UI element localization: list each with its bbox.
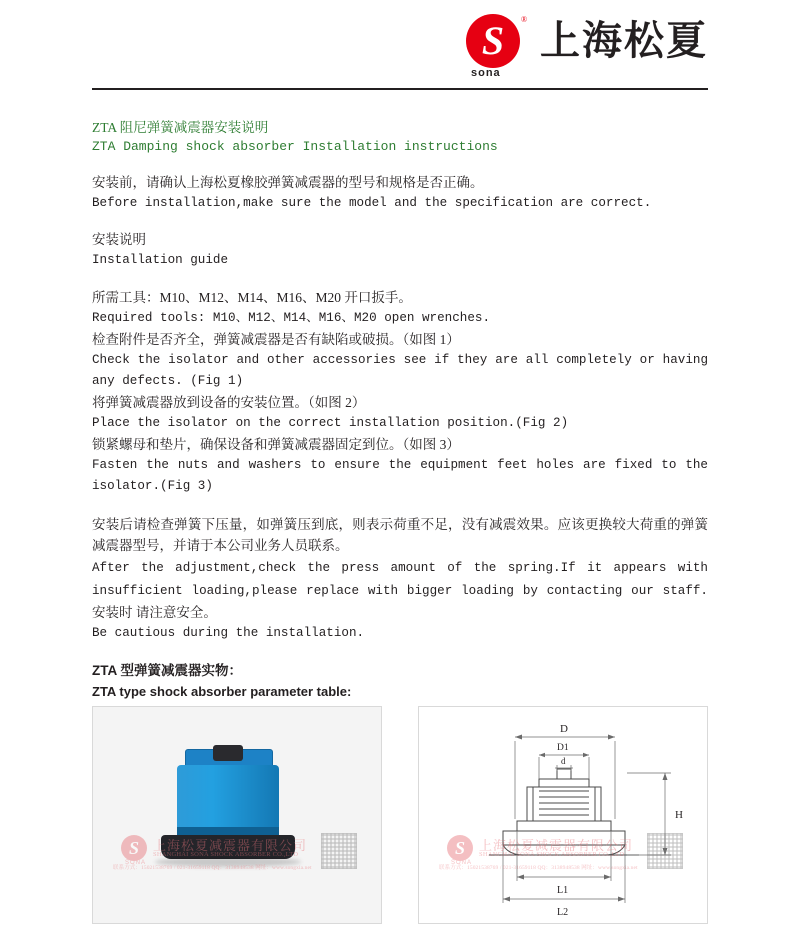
step1-text-cn: 检查附件是否齐全，弹簧减震器是否有缺陷或破损。（如图 1） — [92, 332, 460, 347]
tools-text-cn: 所需工具：M10、M12、M14、M16、M20 开口扳手。 — [92, 290, 412, 305]
note-text-en — [92, 556, 708, 623]
watermark-contact: 联系方式：15021538769 / 021-31659118 QQ：3138948538 网址：www.songxia.net — [439, 865, 638, 871]
dim-label-d: d — [561, 756, 566, 766]
step2-text-en: Place the isolator on the correct installation position.(Fig 2) — [92, 416, 569, 430]
tools-text-en: Required tools: M10、M12、M14、M16、M20 open wrenches. — [92, 311, 491, 325]
guide-heading-en: Installation guide — [92, 253, 229, 267]
caution-text-en: Be cautious during the installation. — [92, 626, 365, 640]
logo-latin-name: sona — [471, 67, 501, 79]
dim-label-H: H — [675, 809, 683, 821]
watermark-company-cn: 上海松夏减震器有限公司 — [479, 838, 634, 853]
guide-heading-cn: 安装说明 — [92, 232, 146, 247]
photo-housing-ridge — [177, 827, 279, 835]
page-title-en: ZTA Damping shock absorber Installation instructions — [92, 139, 498, 154]
dim-label-D: D — [560, 723, 568, 735]
logo-mark — [466, 14, 528, 79]
watermark-company-en: SHANGHAI SONA SHOCK ABSORBER CO.,LTD — [479, 851, 625, 858]
watermark-logo-letter: S — [128, 838, 139, 858]
company-logo — [466, 14, 708, 79]
watermark-company-cn: 上海松夏减震器有限公司 — [153, 838, 308, 853]
product-photo — [92, 706, 382, 924]
table-heading-group — [92, 660, 708, 702]
dim-label-L1: L1 — [557, 885, 569, 896]
watermark-logo-latin: SONA — [451, 860, 473, 866]
photo-bolt-cap — [213, 745, 243, 761]
step3-text-cn: 锁紧螺母和垫片，确保设备和弹簧减震器固定到位。（如图 3） — [92, 437, 460, 452]
note-paragraph — [92, 514, 708, 643]
photo-housing — [177, 765, 279, 831]
figure-row — [92, 706, 708, 924]
steps-paragraph — [92, 287, 708, 497]
table-heading-cn: ZTA 型弹簧减震器实物： — [92, 663, 242, 678]
logo-letter: S — [481, 18, 505, 63]
step3-text-en: Fasten the nuts and washers to ensure the equipment feet holes are fixed to the isolator.(Fig 3) — [92, 458, 708, 493]
document-body — [92, 118, 708, 702]
guide-heading-group — [92, 230, 708, 270]
qr-code-icon — [321, 833, 357, 869]
note-text-en-cn-tail: 安装时 请注意安全。 — [92, 605, 217, 620]
watermark-logo-letter: S — [454, 838, 465, 858]
table-heading-en: ZTA type shock absorber parameter table: — [92, 684, 352, 699]
dimension-drawing — [418, 706, 708, 924]
watermark-company-en: SHANGHAI SONA SHOCK ABSORBER CO.,LTD — [153, 851, 299, 858]
intro-text-cn: 安装前，请确认上海松夏橡胶弹簧减震器的型号和规格是否正确。 — [92, 175, 484, 190]
intro-text-en: Before installation,make sure the model and the specification are correct. — [92, 196, 652, 210]
page-title-cn: ZTA 阻尼弹簧减震器安装说明 — [92, 120, 269, 135]
note-text-cn: 安装后请检查弹簧下压量，如弹簧压到底，则表示荷重不足，没有减震效果。应该更换较大荷重的弹簧减震器型号，并请于本公司业务人员联系。 — [92, 517, 708, 553]
watermark-logo-latin: SONA — [125, 860, 147, 866]
intro-paragraph — [92, 173, 708, 213]
step1-text-en: Check the isolator and other accessories see if they are all completely or having any defects. (Fig 1) — [92, 353, 708, 388]
dim-label-L2: L2 — [557, 907, 569, 918]
document-header — [0, 0, 800, 92]
doc-title-group — [92, 118, 708, 156]
logo-chinese-name: 上海松夏 — [540, 18, 708, 63]
registered-trademark-icon: ® — [521, 15, 528, 24]
step2-text-cn: 将弹簧减震器放到设备的安装位置。（如图 2） — [92, 395, 366, 410]
photo-rubber-base — [161, 835, 295, 859]
photo-shadow — [155, 857, 301, 867]
note-text-en-latin: After the adjustment,check the press amount of the spring.If it appears with insufficient loading,please replace with bigger loading by contacting our staff. — [92, 561, 708, 598]
watermark-contact: 联系方式：15021538769 / 021-31659118 QQ：3138948538 网址：www.songxia.net — [113, 865, 312, 871]
drawing-svg — [419, 707, 708, 924]
header-divider — [92, 88, 708, 90]
dim-label-D1: D1 — [557, 743, 569, 753]
watermark-logo-circle-icon — [121, 835, 147, 861]
